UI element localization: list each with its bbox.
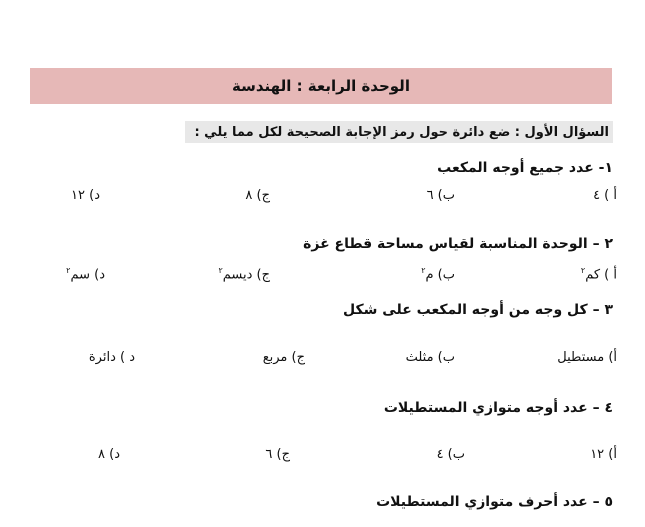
question-1-option-a[interactable]: أ ) ٤ bbox=[593, 188, 617, 203]
question-1-option-b[interactable]: ب) ٦ bbox=[426, 188, 455, 203]
squared-mark: ٢ bbox=[580, 266, 586, 275]
option-b-text: ب) م bbox=[425, 267, 455, 283]
question-3-option-c[interactable]: ج) مربع bbox=[262, 350, 305, 365]
option-a-text: أ ) كم bbox=[585, 267, 617, 283]
question-3-option-b[interactable]: ب) مثلث bbox=[405, 350, 455, 365]
squared-mark: ٢ bbox=[421, 266, 426, 275]
question-1-option-d[interactable]: د) ١٢ bbox=[71, 188, 100, 203]
question-2-option-b[interactable] bbox=[421, 266, 455, 282]
question-2-option-a[interactable] bbox=[581, 266, 617, 282]
instruction-text: السؤال الأول : ضع دائرة حول رمز الإجابة الصحيحة لكل مما يلي : bbox=[194, 124, 609, 140]
squared-mark: ٢ bbox=[66, 266, 71, 275]
question-3-option-d[interactable]: د ) دائرة bbox=[88, 350, 135, 365]
question-1-option-c[interactable]: ج) ٨ bbox=[245, 188, 270, 203]
question-4-option-b[interactable]: ب) ٤ bbox=[436, 447, 465, 462]
question-4-option-d[interactable]: د) ٨ bbox=[98, 447, 120, 462]
question-2-stem: ٢ – الوحدة المناسبة لقياس مساحة قطاع غزة bbox=[303, 236, 613, 252]
question-2-option-d[interactable] bbox=[66, 266, 105, 282]
question-2-option-c[interactable] bbox=[218, 266, 270, 282]
question-4-option-a[interactable]: أ) ١٢ bbox=[590, 447, 617, 462]
question-1-stem: ١- عدد جميع أوجه المكعب bbox=[437, 160, 613, 176]
unit-title-bar bbox=[30, 68, 612, 104]
question-3-option-a[interactable]: أ) مستطيل bbox=[557, 350, 617, 365]
question-instruction bbox=[185, 121, 613, 143]
question-4-option-c[interactable]: ج) ٦ bbox=[265, 447, 290, 462]
option-d-text: د) سم bbox=[70, 267, 105, 283]
question-3-stem: ٣ – كل وجه من أوجه المكعب على شكل bbox=[343, 302, 613, 318]
question-4-stem: ٤ – عدد أوجه متوازي المستطيلات bbox=[383, 400, 613, 416]
option-c-text: ج) ديسم bbox=[222, 267, 270, 283]
squared-mark: ٢ bbox=[218, 266, 223, 275]
question-5-stem: ٥ – عدد أحرف متوازي المستطيلات bbox=[376, 494, 613, 510]
unit-title: الوحدة الرابعة : الهندسة bbox=[232, 77, 410, 95]
